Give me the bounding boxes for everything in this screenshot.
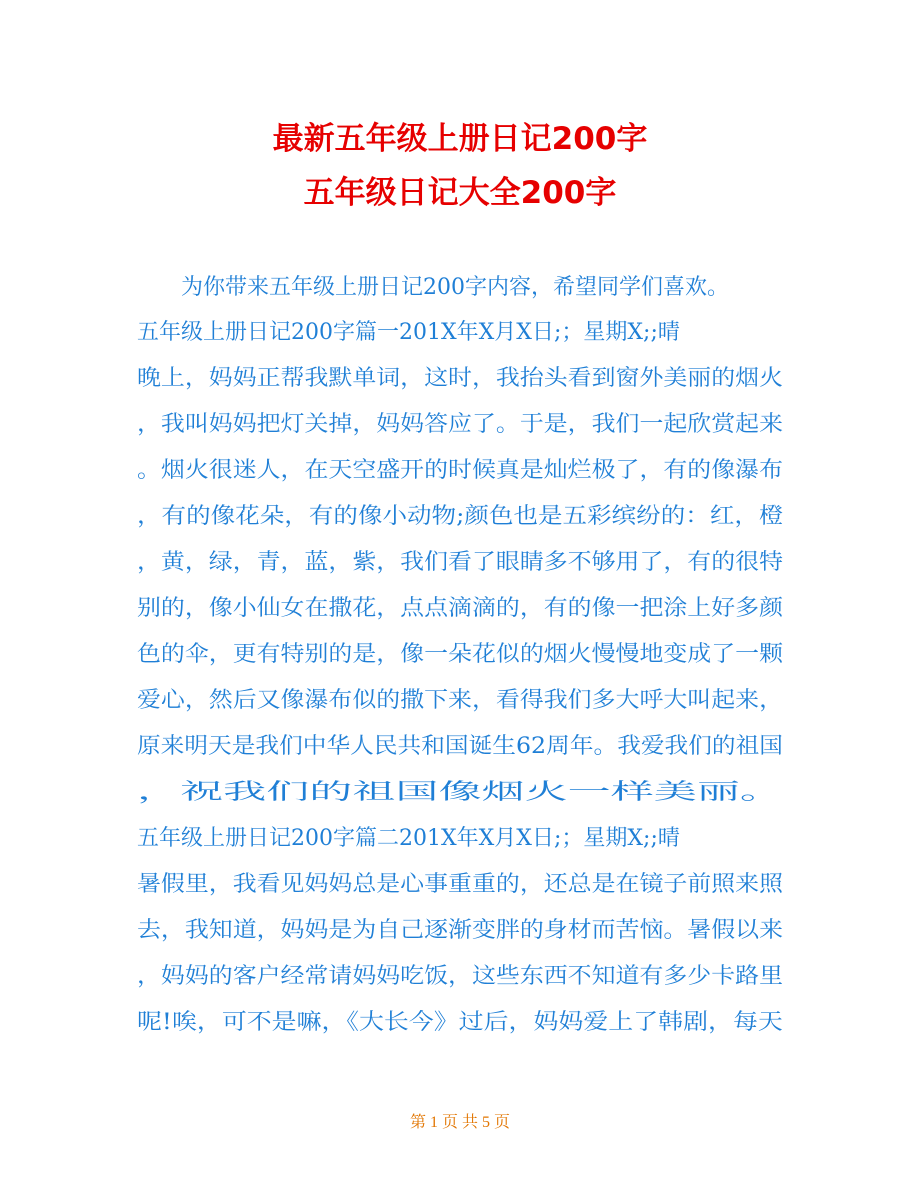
text-line: 晚上，妈妈正帮我默单词，这时，我抬头看到窗外美丽的烟火 [137,366,784,391]
text-line: 爱心，然后又像瀑布似的撒下来，看得我们多大呼大叫起来， [137,688,784,713]
document-subtitle: 五年级日记大全200字 [303,175,617,211]
text-line: 别的，像小仙女在撒花，点点滴滴的，有的像一把涂上好多颜 [137,596,784,621]
intro-paragraph: 为你带来五年级上册日记200字内容，希望同学们喜欢。 [181,275,729,300]
text-line: 。烟火很迷人，在天空盛开的时候真是灿烂极了，有的像瀑布 [137,458,784,483]
text-line: 呢!唉，可不是嘛，《大长今》过后，妈妈爱上了韩剧，每天 [137,1010,783,1035]
text-line: 去，我知道，妈妈是为自己逐渐变胖的身材而苦恼。暑假以来 [137,918,784,943]
text-line: ，黄，绿，青，蓝，紫，我们看了眼睛多不够用了，有的很特 [137,550,784,575]
text-line: ，有的像花朵，有的像小动物;颜色也是五彩缤纷的：红，橙 [137,504,784,529]
text-line: 暑假里，我看见妈妈总是心事重重的，还总是在镜子前照来照 [137,872,784,897]
text-line: 色的伞，更有特别的是，像一朵花似的烟火慢慢地变成了一颗 [137,642,784,667]
page-footer: 第 1 页 共 5 页 [409,1114,510,1131]
text-line: 原来明天是我们中华人民共和国诞生62周年。我爱我们的祖国 [137,734,783,759]
entry-heading-1: 五年级上册日记200字篇一201X年X月X日;；星期X;;晴 [137,320,680,345]
entry-heading-2: 五年级上册日记200字篇二201X年X月X日;；星期X;;晴 [137,826,680,851]
text-line: ，祝我们的祖国像烟火一样美丽。 [137,780,784,805]
text-line: ，妈妈的客户经常请妈妈吃饭，这些东西不知道有多少卡路里 [137,964,784,989]
document-title: 最新五年级上册日记200字 [272,121,648,157]
text-line: ，我叫妈妈把灯关掉，妈妈答应了。于是，我们一起欣赏起来 [137,412,784,437]
